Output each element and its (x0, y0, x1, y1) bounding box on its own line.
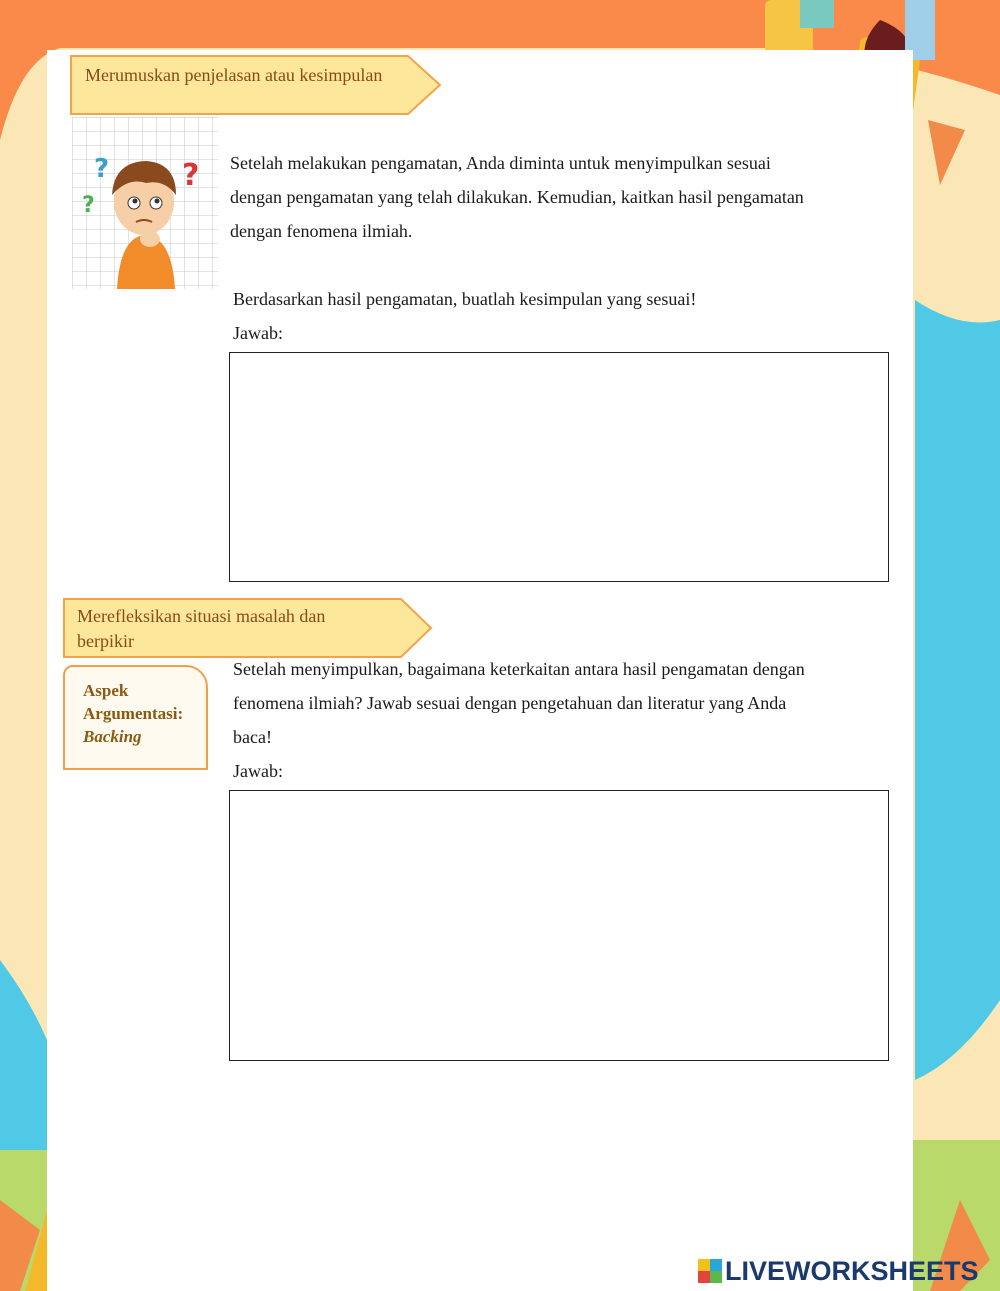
question-2-line-2: fenomena ilmiah? Jawab sesuai dengan pengetahuan dan literatur yang Anda (233, 693, 787, 713)
question-2-line-3: baca! (233, 727, 272, 747)
section-banner-reflection (63, 598, 433, 658)
answer-box-2[interactable] (229, 790, 889, 1061)
answer-label-1: Jawab: (233, 323, 283, 343)
svg-text:?: ? (94, 154, 110, 184)
intro-line-2: dengan pengamatan yang telah dilakukan. Kemudian, kaitkan hasil pengamatan (230, 187, 804, 207)
aspect-label: Aspek (83, 681, 129, 700)
svg-text:?: ? (82, 193, 95, 218)
aspect-type: Argumentasi: (83, 704, 184, 723)
thinking-boy-icon (72, 117, 218, 289)
banner-label-line-1: Merefleksikan situasi masalah dan (77, 606, 326, 626)
liveworksheets-logo-icon (698, 1259, 722, 1283)
answer-box-1[interactable] (229, 352, 889, 582)
brand-logo[interactable] (698, 1256, 979, 1286)
intro-line-3: dengan fenomena ilmiah. (230, 221, 413, 241)
banner-label-line-2: berpikir (77, 631, 134, 651)
svg-text:?: ? (182, 158, 200, 193)
answer-label-2: Jawab: (233, 761, 283, 781)
aspect-value: Backing (83, 727, 142, 746)
brand-name: LIVEWORKSHEETS (725, 1255, 979, 1286)
section-banner-conclusion (70, 55, 442, 115)
question-2-line-1: Setelah menyimpulkan, bagaimana keterkaitan antara hasil pengamatan dengan (233, 659, 805, 679)
question-1: Berdasarkan hasil pengamatan, buatlah kesimpulan yang sesuai! (233, 289, 697, 309)
intro-line-1: Setelah melakukan pengamatan, Anda diminta untuk menyimpulkan sesuai (230, 153, 771, 173)
banner-label: Merumuskan penjelasan atau kesimpulan (85, 65, 383, 85)
aspect-argumentation-box (63, 665, 208, 770)
